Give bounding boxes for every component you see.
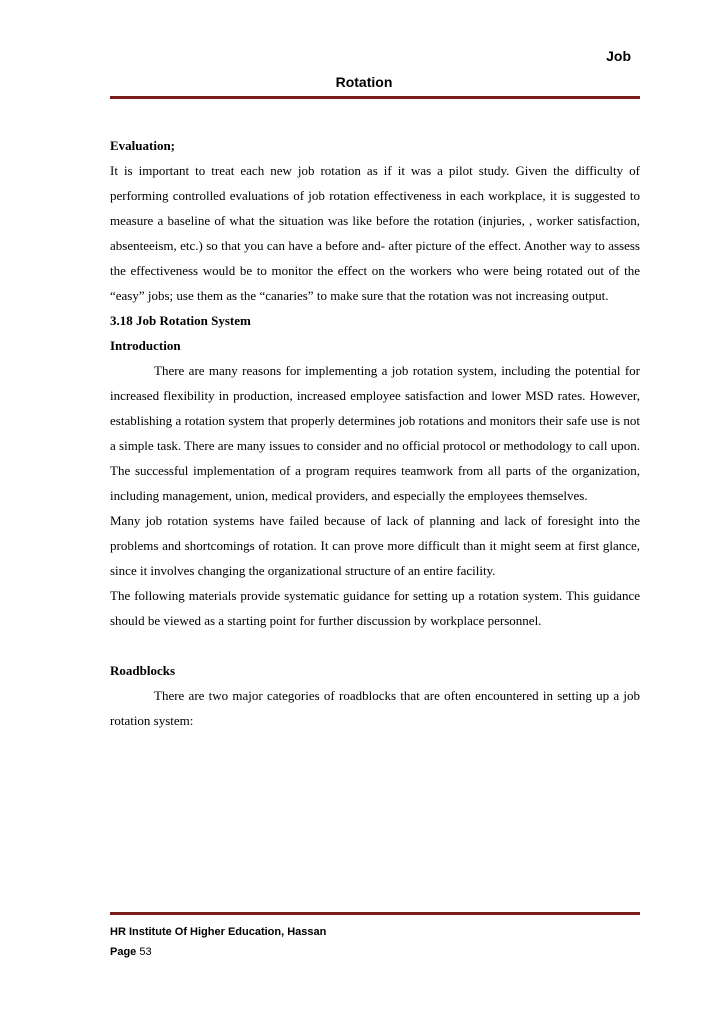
- introduction-heading: Introduction: [110, 338, 181, 353]
- roadblocks-paragraph: There are two major categories of roadblocks that are often encountered in setting up a job rotation system:: [110, 688, 640, 728]
- header-rotation: Rotation: [335, 74, 393, 90]
- introduction-paragraph-1: There are many reasons for implementing a job rotation system, including the potential for increased flexibility in production, increased employee satisfaction and lower MSD rates. However, establishing a rotation system that properly determines job rotations and monitors their safe use is not a simple task. There are many issues to consider and no official protocol or methodology to call upon. The successful implementation of a program requires teamwork from all parts of the organization, including management, union, medical providers, and especially the employees themselves.: [110, 363, 640, 503]
- header-rule: [110, 96, 640, 99]
- spacer: [110, 633, 640, 658]
- system-heading: 3.18 Job Rotation System: [110, 313, 251, 328]
- footer: [110, 922, 326, 962]
- footer-rule: [110, 912, 640, 915]
- header-job: Job: [606, 48, 631, 64]
- evaluation-heading: Evaluation;: [110, 138, 176, 153]
- document-body: [110, 133, 640, 733]
- page-label: Page: [110, 946, 137, 958]
- page-number: 53: [139, 946, 152, 958]
- evaluation-paragraph: It is important to treat each new job rotation as if it was a pilot study. Given the difficulty of performing controlled evaluations of job rotation effectiveness in each workplace, it is suggested to measure a baseline of what the situation was like before the rotation (injuries, , worker satisfaction, absenteeism, etc.) so that you can have a before and- after picture of the effect. Another way to assess the effectiveness would be to monitor the effect on the workers who were being rotated out of the “easy” jobs; use them as the “canaries” to make sure that the rotation was not increasing output.: [110, 163, 640, 303]
- introduction-paragraph-2: Many job rotation systems have failed because of lack of planning and lack of foresight into the problems and shortcomings of rotation. It can prove more difficult than it might seem at first glance, since it involves changing the organizational structure of an entire facility.: [110, 513, 640, 578]
- footer-page: [110, 942, 326, 962]
- roadblocks-heading: Roadblocks: [110, 663, 176, 678]
- introduction-paragraph-3: The following materials provide systematic guidance for setting up a rotation system. This guidance should be viewed as a starting point for further discussion by workplace personnel.: [110, 588, 640, 628]
- footer-institute: HR Institute Of Higher Education, Hassan: [110, 926, 327, 938]
